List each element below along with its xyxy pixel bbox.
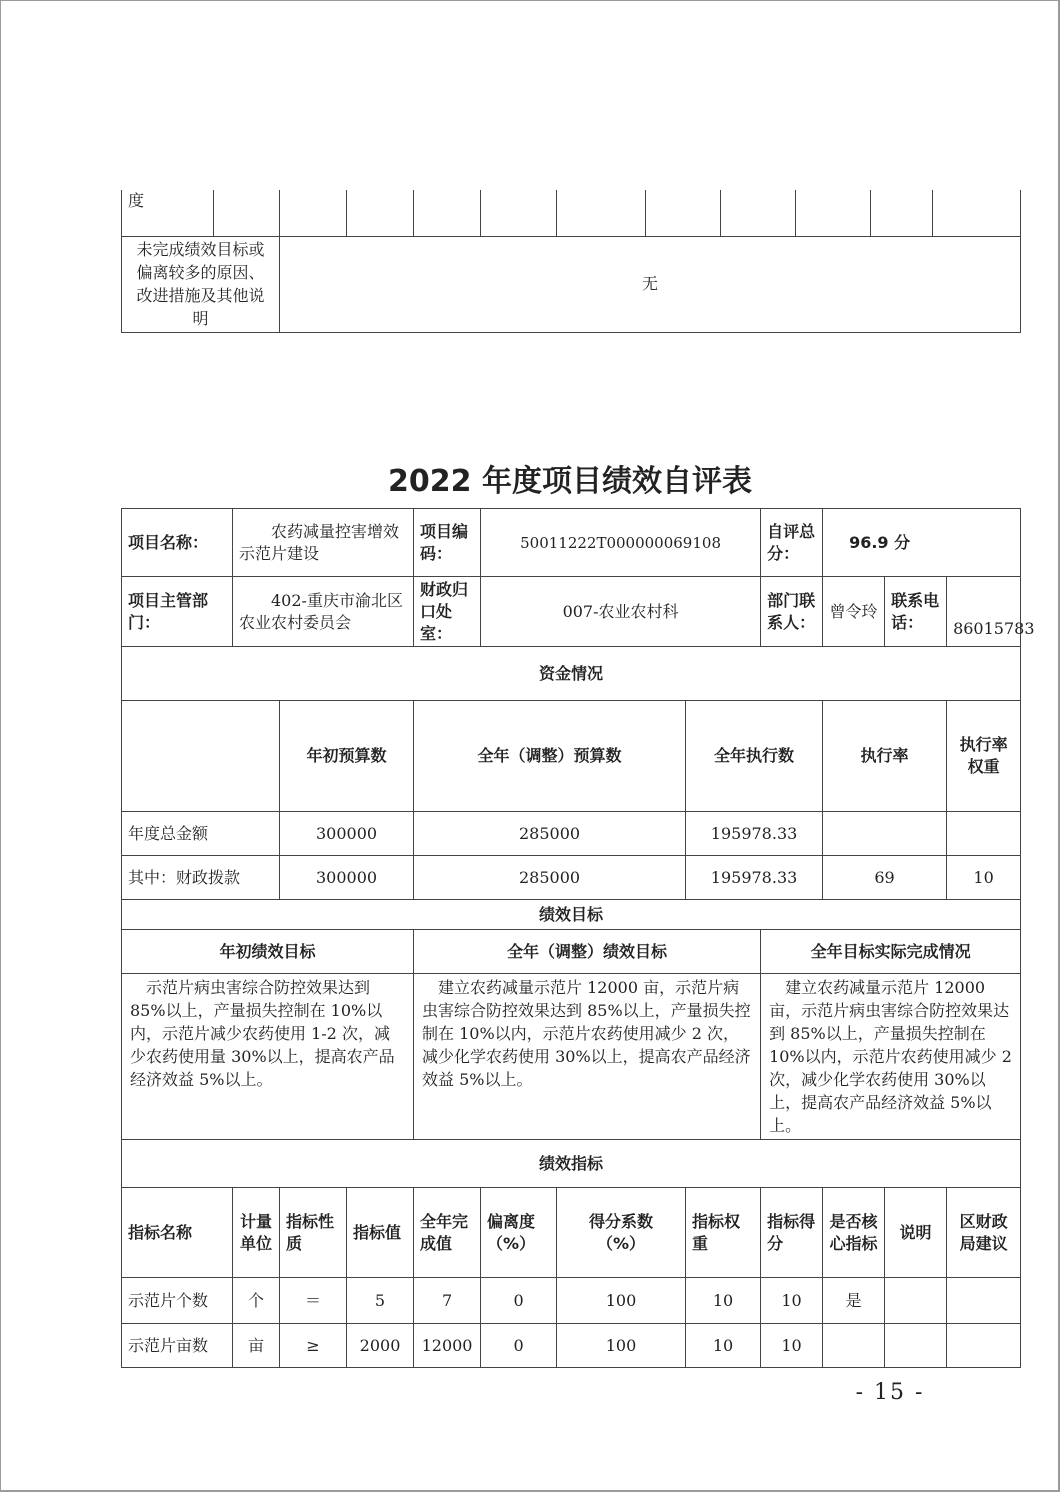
ind-cell: 7: [414, 1278, 481, 1324]
ind-header-name: 指标名称: [122, 1188, 233, 1278]
funds-header-adjusted-budget: 全年（调整）预算数: [414, 701, 686, 812]
funds-cell: 69: [823, 856, 947, 900]
ind-cell: ＝: [280, 1278, 347, 1324]
dept-value: 402-重庆市渝北区农业农村委员会: [233, 577, 414, 647]
goal-text-adjusted: 建立农药减量示范片 12000 亩，示范片病虫害综合防控效果达到 85%以上，产量损失控制在 10%以内，示范片农药使用减少 2 次，减少化学农药使用 30%以上，提高农产品经济效益 5%以上。: [414, 974, 761, 1140]
goal-text-initial: 示范片病虫害综合防控效果达到85%以上，产量损失控制在 10%以内，示范片减少农药使用 1-2 次，减少农药使用量 30%以上，提高农产品经济效益 5%以上。: [122, 974, 414, 1140]
ind-cell: ≥: [280, 1324, 347, 1368]
project-code-label: 项目编码：: [414, 509, 481, 577]
funds-cell: 300000: [280, 812, 414, 856]
project-name-value: 农药减量控害增效示范片建设: [233, 509, 414, 577]
ind-cell: 亩: [233, 1324, 280, 1368]
ind-cell-name: 示范片个数: [122, 1278, 233, 1324]
goals-header-adjusted: 全年（调整）绩效目标: [414, 930, 761, 974]
dept-label: 项目主管部门：: [122, 577, 233, 647]
funds-cell: [823, 812, 947, 856]
ind-header-suggestion: 区财政局建议: [947, 1188, 1021, 1278]
reason-value: 无: [280, 236, 1021, 332]
goals-section-title: 绩效目标: [122, 900, 1021, 930]
evaluation-table: [121, 508, 1035, 1368]
funds-row-label: 年度总金额: [122, 812, 280, 856]
funds-cell: 285000: [414, 812, 686, 856]
ind-cell: 10: [686, 1278, 761, 1324]
funds-cell: 195978.33: [686, 856, 823, 900]
finance-value: 007-农业农村科: [481, 577, 761, 647]
ind-cell-name: 示范片亩数: [122, 1324, 233, 1368]
ind-header-score: 指标得分: [761, 1188, 823, 1278]
funds-cell: [947, 812, 1021, 856]
ind-header-weight: 指标权重: [686, 1188, 761, 1278]
ind-cell: 0: [481, 1324, 557, 1368]
ind-header-target: 指标值: [347, 1188, 414, 1278]
score-label: 自评总分：: [761, 509, 823, 577]
ind-header-unit: 计量单位: [233, 1188, 280, 1278]
ind-cell: 10: [761, 1324, 823, 1368]
reason-label: 未完成绩效目标或偏离较多的原因、改进措施及其他说明: [122, 236, 280, 332]
funds-cell: 285000: [414, 856, 686, 900]
phone-value: 86015783: [947, 577, 1021, 647]
ind-cell: 100: [557, 1324, 686, 1368]
goal-text-actual: 建立农药减量示范片 12000 亩，示范片病虫害综合防控效果达到 85%以上，产量损失控制在 10%以内，示范片农药使用减少 2 次，减少化学农药使用 30%以上，提高农产品经济效益 5%以上。: [761, 974, 1021, 1140]
contact-value: 曾令玲: [823, 577, 885, 647]
ind-header-deviation: 偏离度（%）: [481, 1188, 557, 1278]
funds-header-rate-weight: 执行率权重: [947, 701, 1021, 812]
ind-cell: [947, 1324, 1021, 1368]
ind-cell: 是: [823, 1278, 885, 1324]
ind-cell: 10: [761, 1278, 823, 1324]
goals-header-actual: 全年目标实际完成情况: [761, 930, 1021, 974]
ind-header-nature: 指标性质: [280, 1188, 347, 1278]
ind-cell: [823, 1324, 885, 1368]
funds-section-title: 资金情况: [122, 647, 1021, 701]
funds-header-executed: 全年执行数: [686, 701, 823, 812]
previous-table: [121, 190, 1021, 333]
funds-header-exec-rate: 执行率: [823, 701, 947, 812]
funds-row-label: 其中：财政拨款: [122, 856, 280, 900]
ind-cell: [885, 1278, 947, 1324]
ind-cell: 2000: [347, 1324, 414, 1368]
ind-cell: 100: [557, 1278, 686, 1324]
ind-cell: 10: [686, 1324, 761, 1368]
finance-label: 财政归口处室：: [414, 577, 481, 647]
funds-header-blank: [122, 701, 280, 812]
ind-header-completed: 全年完成值: [414, 1188, 481, 1278]
ind-cell: 12000: [414, 1324, 481, 1368]
funds-cell: 300000: [280, 856, 414, 900]
page-title: 2022 年度项目绩效自评表: [388, 464, 752, 499]
contact-label: 部门联系人：: [761, 577, 823, 647]
score-value: 96.9 分: [823, 509, 1021, 577]
ind-cell: 0: [481, 1278, 557, 1324]
funds-header-initial-budget: 年初预算数: [280, 701, 414, 812]
ind-cell: [947, 1278, 1021, 1324]
page-number: - 15 -: [855, 1380, 925, 1405]
ind-header-note: 说明: [885, 1188, 947, 1278]
project-code-value: 50011222T000000069108: [481, 509, 761, 577]
indicators-section-title: 绩效指标: [122, 1140, 1021, 1188]
goals-header-initial: 年初绩效目标: [122, 930, 414, 974]
phone-label: 联系电话：: [885, 577, 947, 647]
ind-cell: 5: [347, 1278, 414, 1324]
ind-cell: 个: [233, 1278, 280, 1324]
funds-cell: 10: [947, 856, 1021, 900]
project-name-label: 项目名称：: [122, 509, 233, 577]
funds-cell: 195978.33: [686, 812, 823, 856]
row-label-continuation: 度: [122, 190, 214, 236]
ind-header-core: 是否核心指标: [823, 1188, 885, 1278]
ind-header-coefficient: 得分系数（%）: [557, 1188, 686, 1278]
ind-cell: [885, 1324, 947, 1368]
